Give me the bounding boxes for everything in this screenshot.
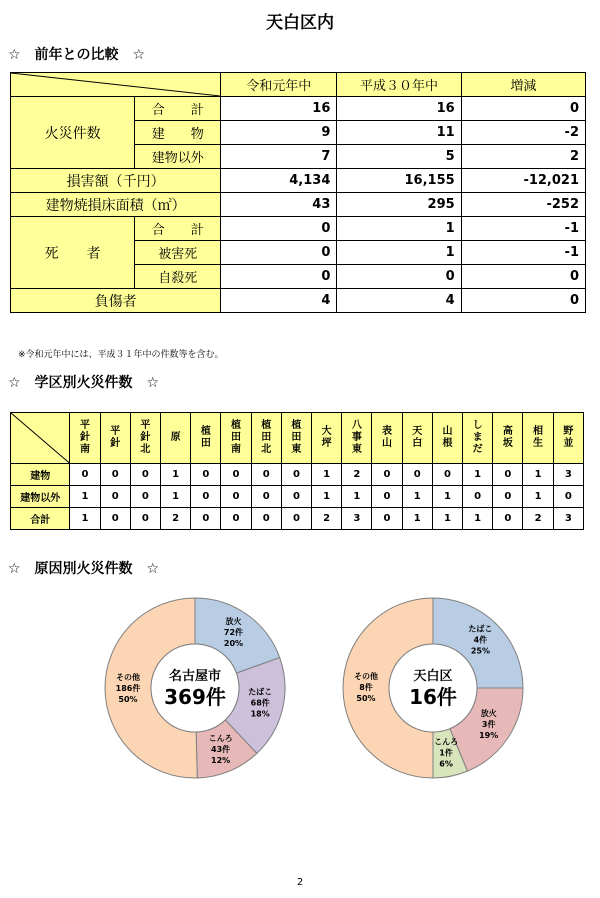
district-value-cell: 1 [523, 464, 553, 486]
district-value-cell: 1 [70, 486, 100, 508]
corner-cell [11, 413, 70, 464]
section-district-title: ☆ 学区別火災件数 ☆ [8, 375, 160, 391]
death-label: 死 者 [11, 217, 135, 289]
district-value-cell: 0 [372, 464, 402, 486]
district-value-cell: 2 [312, 508, 342, 530]
district-value-cell: 0 [130, 508, 160, 530]
district-header-cell [130, 413, 160, 464]
value-cell: 16,155 [337, 169, 461, 193]
district-header-row [11, 413, 584, 464]
damage-label: 損害額（千円） [11, 169, 221, 193]
slice-label: その他 [116, 672, 140, 682]
district-name: 野並 [563, 426, 574, 449]
district-value-cell: 0 [493, 486, 523, 508]
slice-label: 43件 [211, 744, 231, 754]
district-header-cell [523, 413, 553, 464]
district-header-cell [463, 413, 493, 464]
donut-center-label: 名古屋市 [168, 669, 222, 684]
district-value-cell: 0 [251, 486, 281, 508]
nagoya-cause-donut-chart [100, 593, 290, 783]
district-value-cell: 0 [100, 464, 130, 486]
district-value-cell: 1 [432, 486, 462, 508]
value-cell: 1 [337, 241, 461, 265]
row-label: 合 計 [135, 217, 221, 241]
header-cell: 令和元年中 [221, 73, 337, 97]
district-name: 平針北 [140, 420, 151, 455]
value-cell: 4,134 [221, 169, 337, 193]
comparison-header-row [11, 73, 586, 97]
district-value-cell: 0 [402, 464, 432, 486]
value-cell: 11 [337, 121, 461, 145]
district-value-cell: 3 [553, 464, 583, 486]
district-value-cell: 1 [463, 508, 493, 530]
district-name: 天白 [412, 426, 423, 449]
slice-label: 50% [356, 694, 376, 703]
section-cause-title: ☆ 原因別火災件数 ☆ [8, 561, 160, 577]
row-label: 建物以外 [11, 486, 70, 508]
district-table [10, 412, 584, 530]
slice-label: たばこ [248, 687, 273, 697]
value-cell: 9 [221, 121, 337, 145]
row-label: 建物以外 [135, 145, 221, 169]
district-name: 山根 [442, 426, 453, 449]
slice-label: 18% [250, 709, 270, 719]
value-cell: 5 [337, 145, 461, 169]
row-label: 自殺死 [135, 265, 221, 289]
district-value-cell: 1 [312, 464, 342, 486]
value-cell: 7 [221, 145, 337, 169]
district-value-cell: 0 [251, 464, 281, 486]
value-cell: -252 [461, 193, 585, 217]
row-label: 合計 [11, 508, 70, 530]
slice-label: 放火 [480, 709, 497, 719]
death-total-row [11, 217, 586, 241]
row-label: 被害死 [135, 241, 221, 265]
district-name: 植田東 [291, 420, 302, 455]
slice-label: こんろ [434, 737, 459, 747]
district-value-cell: 0 [221, 508, 251, 530]
district-header-cell [432, 413, 462, 464]
comparison-table [10, 72, 586, 313]
area-label: 建物焼損床面積（㎡） [11, 193, 221, 217]
district-value-cell: 0 [191, 486, 221, 508]
district-name: 大坪 [321, 426, 332, 449]
district-value-cell: 3 [553, 508, 583, 530]
slice-label: その他 [354, 672, 378, 681]
district-value-cell: 0 [372, 508, 402, 530]
value-cell: 0 [221, 241, 337, 265]
district-value-cell: 0 [100, 486, 130, 508]
district-header-cell [372, 413, 402, 464]
district-name: 相生 [533, 426, 544, 449]
value-cell: 16 [221, 97, 337, 121]
district-value-cell: 0 [221, 486, 251, 508]
slice-label: 50% [118, 694, 138, 704]
slice-label: 19% [479, 731, 499, 741]
diagonal-line-icon [11, 413, 69, 463]
district-value-cell: 1 [463, 464, 493, 486]
district-value-cell: 1 [432, 508, 462, 530]
diagonal-line-icon [11, 73, 220, 96]
section-comparison-title: ☆ 前年との比較 ☆ [8, 47, 146, 63]
value-cell: 43 [221, 193, 337, 217]
row-label: 建物 [11, 464, 70, 486]
district-value-cell: 1 [70, 508, 100, 530]
donut-center-label: 天白区 [413, 669, 453, 684]
district-value-cell: 0 [372, 486, 402, 508]
value-cell: -2 [461, 121, 585, 145]
slice-label: たばこ [468, 624, 493, 634]
district-name: しまだ [472, 420, 483, 455]
slice-label: 6% [439, 759, 453, 769]
district-header-cell [161, 413, 191, 464]
value-cell: 0 [221, 265, 337, 289]
header-cell: 増減 [461, 73, 585, 97]
value-cell: 2 [461, 145, 585, 169]
value-cell: 1 [337, 217, 461, 241]
district-value-cell: 1 [312, 486, 342, 508]
district-value-cell: 0 [463, 486, 493, 508]
slice-label: 12% [211, 755, 231, 765]
district-header-cell [493, 413, 523, 464]
district-value-cell: 0 [130, 464, 160, 486]
district-value-cell: 0 [432, 464, 462, 486]
value-cell: 295 [337, 193, 461, 217]
district-value-cell: 0 [221, 464, 251, 486]
district-value-cell: 0 [130, 486, 160, 508]
district-name: 平針南 [80, 420, 90, 455]
district-header-cell [312, 413, 342, 464]
slice-label: 68件 [250, 698, 270, 708]
value-cell: -12,021 [461, 169, 585, 193]
district-value-cell: 0 [191, 508, 221, 530]
district-header-cell [251, 413, 281, 464]
value-cell: 4 [337, 289, 461, 313]
district-value-cell: 2 [342, 464, 372, 486]
district-header-cell [70, 413, 100, 464]
value-cell: 0 [461, 97, 585, 121]
district-value-cell: 0 [281, 508, 311, 530]
slice-label: 放火 [225, 617, 242, 627]
district-name: 原 [170, 432, 181, 443]
footnote: ※令和元年中には、平成３１年中の件数等を含む。 [18, 350, 224, 360]
district-value-cell: 1 [342, 486, 372, 508]
fire-count-label: 火災件数 [11, 97, 135, 169]
district-header-cell [342, 413, 372, 464]
slice-label: 20% [223, 639, 244, 649]
row-label: 建 物 [135, 121, 221, 145]
district-value-cell: 2 [523, 508, 553, 530]
donut-center-value: 16件 [409, 685, 457, 709]
district-name: 植田南 [231, 420, 242, 455]
district-name: 植田 [200, 426, 211, 449]
slice-label: 25% [470, 646, 490, 656]
slice-label: 1件 [439, 748, 453, 758]
fire-total-row [11, 97, 586, 121]
district-value-cell: 0 [251, 508, 281, 530]
district-other-row [11, 486, 584, 508]
district-value-cell: 0 [281, 464, 311, 486]
value-cell: 16 [337, 97, 461, 121]
district-name: 八事東 [351, 420, 362, 455]
value-cell: -1 [461, 241, 585, 265]
district-value-cell: 1 [402, 486, 432, 508]
district-value-cell: 1 [161, 486, 191, 508]
district-value-cell: 2 [161, 508, 191, 530]
page-number: 2 [296, 877, 304, 888]
header-cell: 平成３０年中 [337, 73, 461, 97]
tempaku-cause-donut-chart [338, 593, 528, 783]
district-value-cell: 1 [161, 464, 191, 486]
value-cell: 0 [337, 265, 461, 289]
injured-row [11, 289, 586, 313]
slice-label: こんろ [208, 733, 233, 743]
district-header-cell [191, 413, 221, 464]
district-name: 平針 [110, 426, 121, 449]
district-value-cell: 0 [191, 464, 221, 486]
district-value-cell: 3 [342, 508, 372, 530]
district-building-row [11, 464, 584, 486]
slice-label: 3件 [481, 720, 496, 730]
page-title: 天白区内 [266, 13, 334, 33]
district-header-cell [100, 413, 130, 464]
value-cell: 0 [461, 289, 585, 313]
district-value-cell: 0 [100, 508, 130, 530]
district-header-cell [402, 413, 432, 464]
district-value-cell: 0 [493, 464, 523, 486]
district-value-cell: 0 [70, 464, 100, 486]
district-value-cell: 1 [523, 486, 553, 508]
value-cell: -1 [461, 217, 585, 241]
district-value-cell: 0 [281, 486, 311, 508]
district-name: 植田北 [261, 420, 272, 455]
value-cell: 0 [461, 265, 585, 289]
area-row [11, 193, 586, 217]
district-value-cell: 0 [493, 508, 523, 530]
injured-label: 負傷者 [11, 289, 221, 313]
district-header-cell [553, 413, 583, 464]
value-cell: 0 [221, 217, 337, 241]
damage-row [11, 169, 586, 193]
slice-label: 4件 [473, 635, 488, 645]
district-header-cell [281, 413, 311, 464]
slice-label: 8件 [359, 683, 373, 692]
slice-label: 72件 [223, 628, 244, 638]
district-header-cell [221, 413, 251, 464]
district-value-cell: 1 [402, 508, 432, 530]
row-label: 合 計 [135, 97, 221, 121]
donut-center-value: 369件 [164, 685, 226, 709]
district-total-row [11, 508, 584, 530]
corner-cell [11, 73, 221, 97]
slice-label: 186件 [115, 683, 141, 693]
district-name: 高坂 [502, 426, 513, 449]
value-cell: 4 [221, 289, 337, 313]
district-value-cell: 0 [553, 486, 583, 508]
district-name: 表山 [382, 426, 393, 449]
